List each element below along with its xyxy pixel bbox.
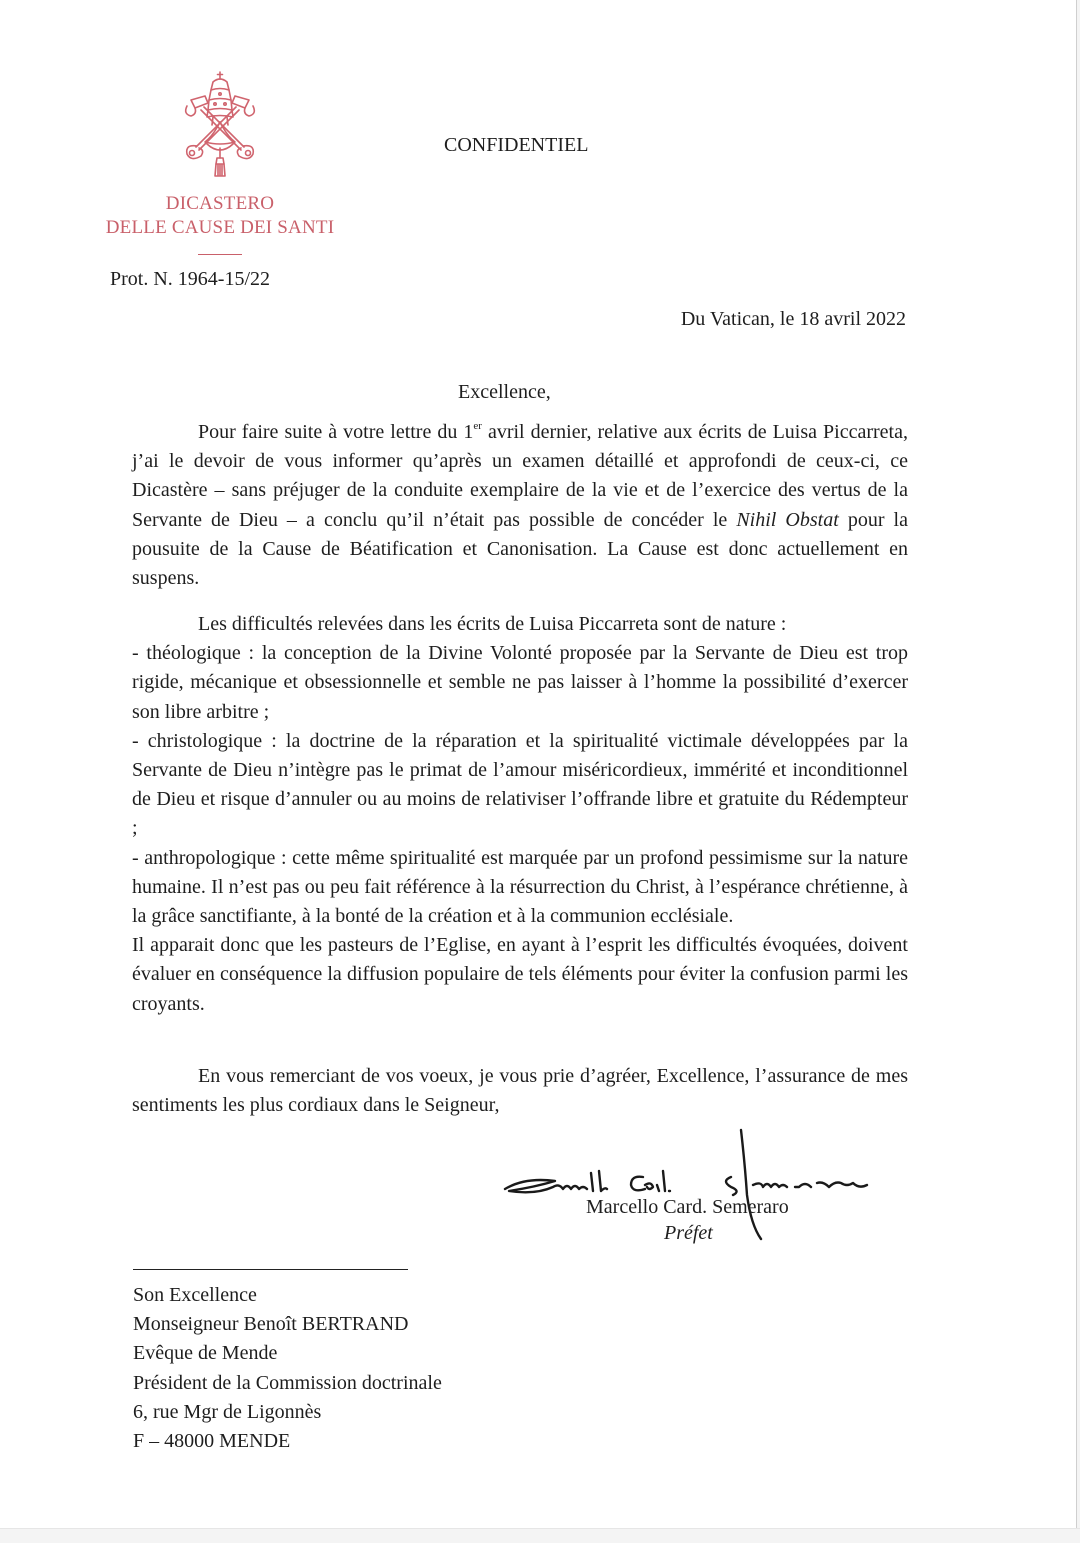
recipient-street: 6, rue Mgr de Ligonnès bbox=[133, 1400, 322, 1423]
difficulty-item-christological: - christologique : la doctrine de la réparation et la spiritualité victimale développées par la Servante de Dieu n’intègre pas le primat de l’amour miséricordieux, immérité et inconditionnel de Dieu et risque d’annuler ou au moins de relativiser l’offrande libre et gratuite du Rédempteur ; bbox=[132, 729, 908, 840]
paragraph-decision-text bbox=[132, 418, 908, 593]
difficulties-intro: Les difficultés relevées dans les écrits de Luisa Piccarreta sont de nature : bbox=[198, 613, 787, 635]
recipient-office: Evêque de Mende bbox=[133, 1342, 278, 1365]
paragraph-difficulties bbox=[132, 610, 908, 1019]
ordinal-superscript: er bbox=[473, 420, 482, 432]
difficulty-item-anthropological: - anthropologique : cette même spiritualité est marquée par un profond pessimisme sur la nature humaine. Il n’est pas ou peu fait référence à la résurrection du Christ, à l’espérance chrétienne, à la grâce sanctifiante, à la bonté de la création et à la communion ecclésiale. bbox=[132, 846, 908, 928]
confidential-label: CONFIDENTIEL bbox=[444, 134, 589, 156]
text-run: Pour faire suite à votre lettre du 1 bbox=[198, 421, 474, 443]
recipient-address bbox=[133, 1281, 442, 1456]
nihil-obstat-term: Nihil Obstat bbox=[736, 508, 839, 531]
text-run: avril dernier, relative aux écrits de Luisa Piccarreta, j’ai le devoir de vous informer qu’après un examen détaillé et approfondi de ceux-ci, ce Dicastère – sans préjuger de la conduite exemplaire de la vie et de l’exercice des vertus de la Servante de Dieu – a conclu qu’il n’était pas possible de concéder le bbox=[132, 421, 908, 531]
dicastery-name-line-1: DICASTERO bbox=[165, 193, 275, 214]
salutation: Excellence, bbox=[458, 381, 551, 403]
address-divider bbox=[133, 1269, 408, 1270]
page-bottom-margin bbox=[0, 1528, 1080, 1543]
recipient-city: F – 48000 MENDE bbox=[133, 1430, 291, 1453]
letterhead-divider bbox=[198, 254, 242, 255]
paragraph-decision bbox=[132, 418, 908, 593]
recipient-name: Monseigneur Benoît BERTRAND bbox=[133, 1313, 409, 1336]
difficulty-item-theological: - théologique : la conception de la Divine Volonté proposée par la Servante de Dieu est trop rigide, mécanique et obsessionnelle et semble ne pas laisser à l’homme la possibilité d’exercer son libre arbitre ; bbox=[132, 642, 908, 723]
papal-coat-of-arms-icon bbox=[175, 70, 265, 180]
place-date: Du Vatican, le 18 avril 2022 bbox=[680, 308, 906, 330]
signatory-name: Marcello Card. Semeraro bbox=[586, 1196, 789, 1218]
recipient-honorific: Son Excellence bbox=[133, 1284, 257, 1306]
difficulties-conclusion: Il apparait donc que les pasteurs de l’Eglise, en ayant à l’esprit les difficultés évoquées, doivent évaluer en conséquence la diffusion populaire de tels éléments pour éviter la confusion parmi les croyants. bbox=[132, 934, 908, 1015]
signatory-title: Préfet bbox=[664, 1222, 713, 1244]
dicastery-name-line-2: DELLE CAUSE DEI SANTI bbox=[105, 217, 335, 238]
recipient-role: Président de la Commission doctrinale bbox=[133, 1371, 442, 1394]
protocol-number: Prot. N. 1964-15/22 bbox=[110, 268, 270, 290]
text-run: pour la pousuite de la Cause de Béatification et Canonisation. La Cause est donc actuellement en suspens. bbox=[132, 508, 908, 590]
closing-paragraph bbox=[132, 1062, 908, 1120]
letterhead bbox=[90, 70, 350, 255]
closing-text: En vous remerciant de vos voeux, je vous prie d’agréer, Excellence, l’assurance de mes sentiments les plus cordiaux dans le Seigneur, bbox=[132, 1065, 908, 1117]
